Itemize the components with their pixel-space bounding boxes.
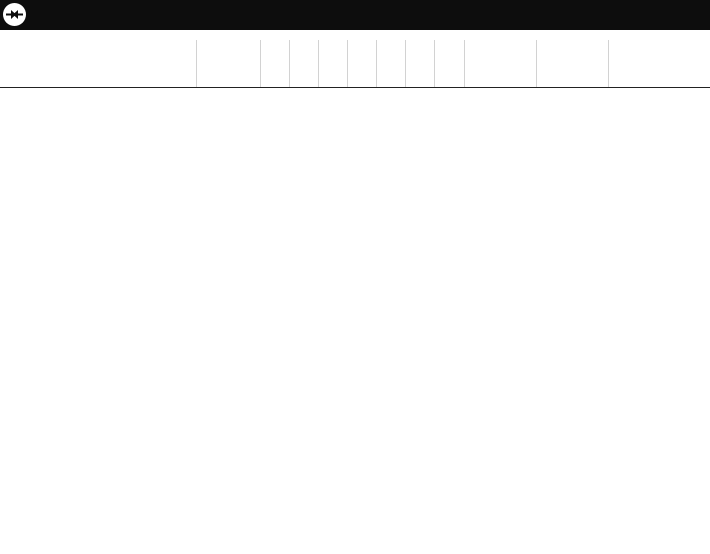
header-l1 [347,40,376,88]
spec-table [0,40,710,88]
page-header [0,0,710,30]
header-d [405,40,434,88]
table-header-row [0,40,710,88]
header-b [434,40,464,88]
header-hex [260,40,289,88]
header-drawing [0,40,196,88]
header-part-number [608,40,710,88]
header-l [318,40,347,88]
header-hex1 [289,40,318,88]
coupling-logo-icon [3,3,26,26]
header-l2 [376,40,405,88]
header-connection [196,40,260,88]
header-g [464,40,536,88]
header-version [536,40,608,88]
